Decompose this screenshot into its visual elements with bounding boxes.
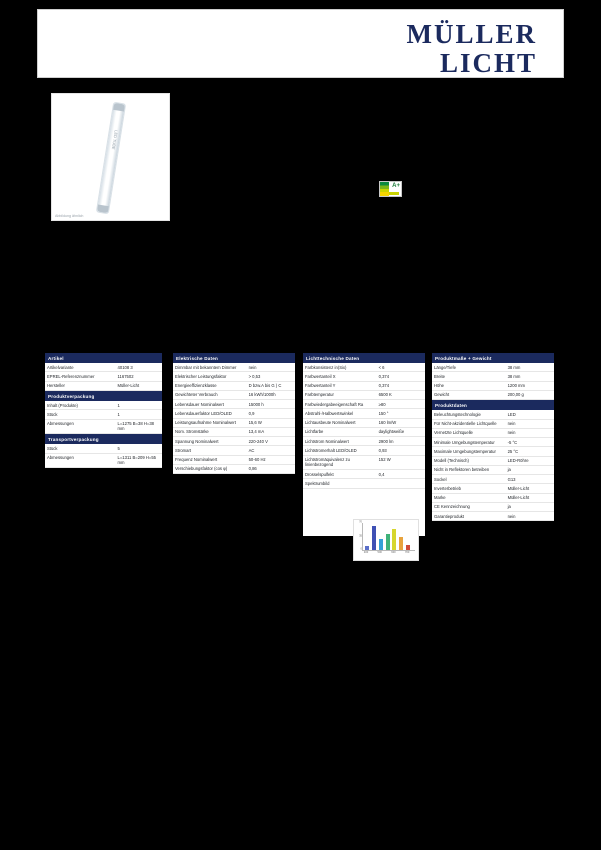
table-row [45, 453, 162, 468]
chart-bar [406, 545, 410, 550]
row-value: daylightweiße [377, 427, 425, 436]
row-value: 220-240 V [247, 437, 295, 446]
table-row [432, 484, 554, 493]
table-row [173, 455, 295, 464]
row-value [377, 479, 425, 488]
section-title-elektrische-daten: Elektrische Daten [173, 353, 295, 363]
brand-line-1: MÜLLER [406, 19, 537, 49]
row-key: Länge/Tiefe [432, 363, 506, 372]
row-value: 1167502 [116, 372, 162, 381]
table-row [303, 363, 425, 372]
row-key: CE Kennzeichnung [432, 502, 506, 511]
row-key: Inhalt (Produkte) [45, 401, 116, 410]
table-row [303, 409, 425, 418]
table-row [432, 428, 554, 437]
table-row [432, 512, 554, 521]
product-image [51, 93, 170, 221]
row-key: Gewicht [432, 390, 506, 399]
row-value: 0,4 [377, 470, 425, 479]
row-key: Modell (Technisch) [432, 456, 506, 465]
table-row [303, 372, 425, 381]
row-key: Frequenz Nominalwert [173, 455, 247, 464]
table-row [173, 409, 295, 418]
table-row [432, 419, 554, 428]
table-lichttechnische-daten [303, 363, 425, 536]
row-value: LED-Röhre [506, 456, 554, 465]
table-row [432, 493, 554, 502]
table-row [303, 446, 425, 455]
tube-label: LED TUBE [110, 129, 119, 150]
chart-x-tick: 400 [363, 551, 369, 554]
row-value: L=1311 B=209 H=55 mm [116, 453, 162, 468]
row-key: Lichtfarbe [303, 427, 377, 436]
table-row [45, 444, 162, 453]
row-value: 152 W [377, 455, 425, 470]
row-key: Abmessungen [45, 453, 116, 468]
energy-class-label: A+ [392, 183, 400, 189]
table-row [303, 418, 425, 427]
row-value: 2900 lm [377, 437, 425, 446]
row-key: Lebensdauerfaktor LED/OLED [173, 409, 247, 418]
row-key: Elektrischer Leistungsfaktor [173, 372, 247, 381]
row-value: ja [506, 465, 554, 474]
table-row [432, 456, 554, 465]
row-key: Breite [432, 372, 506, 381]
table-artikel [45, 363, 162, 391]
table-row [303, 381, 425, 390]
row-value: nein [506, 512, 554, 521]
row-value: 1 [116, 410, 162, 419]
energy-label-icon [379, 181, 402, 197]
row-key: Inverterbetrieb [432, 484, 506, 493]
row-value: 38 mm [506, 363, 554, 372]
table-row [432, 447, 554, 456]
row-key: Farbwiedergabeeigenschaft Ra [303, 400, 377, 409]
chart-y-tick: 0 [360, 547, 362, 551]
row-key: Beleuchtungstechnologie [432, 410, 506, 419]
row-value: nein [506, 428, 554, 437]
chart-bar [386, 534, 390, 550]
row-value: 0,374 [377, 372, 425, 381]
energy-pointer-bar [389, 192, 399, 195]
row-value: Müller-Licht [506, 484, 554, 493]
row-key: Nom. Stromstärke [173, 427, 247, 436]
table-elektrische-daten [173, 363, 295, 474]
table-row [432, 410, 554, 419]
row-key: Vernetzte Lichtquelle [432, 428, 506, 437]
table-transportverpackung [45, 444, 162, 468]
row-key: Dimmbar mit bekanntem Dimmer [173, 363, 247, 372]
row-key: Abstrahl-/Halbwertswinkel [303, 409, 377, 418]
table-row [303, 470, 425, 479]
table-row [45, 381, 162, 390]
table-row [432, 475, 554, 484]
row-value: 13,4 mA [247, 427, 295, 436]
table-row [45, 372, 162, 381]
table-row [432, 465, 554, 474]
chart-x-tick: 500 [377, 551, 382, 554]
row-key: Nicht in Reflektoren betreiben [432, 465, 506, 474]
chart-y-tick: 70 [359, 520, 362, 524]
section-title-lichttechnische-daten: Lichttechnische Daten [303, 353, 425, 363]
row-key: Stück [45, 410, 116, 419]
table-row [432, 372, 554, 381]
row-value: 1200 mm [506, 381, 554, 390]
row-key: Stromart [173, 446, 247, 455]
chart-bar [392, 529, 396, 550]
row-key: Farbtemperatur [303, 390, 377, 399]
row-key: Minimale Umgebungstemperatur [432, 438, 506, 447]
row-key: Farbkonsistenz in(Six) [303, 363, 377, 372]
row-value: 1 [116, 401, 162, 410]
brand-logo [406, 20, 537, 78]
row-value: Müller-Licht [116, 381, 162, 390]
row-key: Leistungsaufnahme Nominalwert [173, 418, 247, 427]
column-lichttechnische-daten [303, 353, 425, 536]
row-key: Sockel [432, 475, 506, 484]
row-key: Abmessungen [45, 419, 116, 434]
column-elektrische-daten [173, 353, 295, 474]
row-value: -5 °C [506, 438, 554, 447]
row-value: 5 [116, 444, 162, 453]
row-key: Farbwertanteil Y [303, 381, 377, 390]
row-key: Höhe [432, 381, 506, 390]
row-value: 160 lm/W [377, 418, 425, 427]
table-row [173, 464, 295, 473]
chart-y-axis [355, 522, 362, 552]
row-key: Lichtstrom Nominalwert [303, 437, 377, 446]
table-row [45, 410, 162, 419]
table-row [303, 400, 425, 409]
row-value: > 0,53 [247, 372, 295, 381]
row-value: 150 ° [377, 409, 425, 418]
section-title-produktdaten: Produktdaten [432, 400, 554, 410]
row-value: ≥80 [377, 400, 425, 409]
row-key: Hersteller [45, 381, 116, 390]
row-key: Drosselspulfekt [303, 470, 377, 479]
table-row [173, 446, 295, 455]
row-value: D bzw.A bis G ) C [247, 381, 295, 390]
row-key: Maximale Umgebungstemperatur [432, 447, 506, 456]
table-produktverpackung [45, 401, 162, 434]
table-row [303, 437, 425, 446]
row-value: L=1275 B=38 H=38 mm [116, 419, 162, 434]
row-key: Artikelvariante [45, 363, 116, 372]
row-value: nein [247, 363, 295, 372]
table-row [432, 390, 554, 399]
row-value: 50-60 Hz [247, 455, 295, 464]
row-key: Energieeffizienzklasse [173, 381, 247, 390]
table-row [432, 363, 554, 372]
tube-cap-bottom [96, 205, 108, 214]
section-title-produktverpackung: Produktverpackung [45, 391, 162, 401]
table-row [303, 427, 425, 436]
row-value: 0,374 [377, 381, 425, 390]
row-key: Spektrumbild [303, 479, 377, 488]
table-row [173, 390, 295, 399]
table-row [303, 390, 425, 399]
row-value: 38 mm [506, 372, 554, 381]
table-row [432, 502, 554, 511]
row-value: 40108 3 [116, 363, 162, 372]
row-key: Gewichteter Verbrauch [173, 390, 247, 399]
column-artikel [45, 353, 162, 468]
table-row [303, 455, 425, 470]
row-key: Lichtausbeute Nominalwert [303, 418, 377, 427]
section-title-transportverpackung: Transportverpackung [45, 434, 162, 444]
row-key: Stück [45, 444, 116, 453]
table-row [173, 381, 295, 390]
chart-x-tick: 700 [404, 551, 410, 554]
row-key: Spannung Nominalwert [173, 437, 247, 446]
chart-bar [372, 526, 376, 550]
led-tube-illustration [95, 102, 125, 215]
tube-cap-top [113, 103, 125, 112]
brand-line-2: LICHT [439, 48, 537, 79]
chart-bar [399, 537, 403, 550]
row-value: AC [247, 446, 295, 455]
spectrum-chart [353, 519, 419, 561]
row-key: Lebensdauer Nominalwert [173, 400, 247, 409]
chart-x-tick: 600 [391, 551, 396, 554]
chart-plot-area [362, 523, 415, 551]
table-row [173, 400, 295, 409]
section-title-produktmasse: Produktmaße + Gewicht [432, 353, 554, 363]
row-key: Farbwertanteil X [303, 372, 377, 381]
table-row [173, 372, 295, 381]
row-value: nein [506, 419, 554, 428]
table-row [173, 427, 295, 436]
row-key: EPREL-Referenznummer [45, 372, 116, 381]
table-row [173, 418, 295, 427]
table-row [173, 363, 295, 372]
section-title-artikel: Artikel [45, 353, 162, 363]
row-value: 0,86 [247, 464, 295, 473]
table-row [432, 438, 554, 447]
table-row [45, 419, 162, 434]
table-produktmasse [432, 363, 554, 400]
row-value: 0,93 [377, 446, 425, 455]
row-key: Verschiebungsfaktor (cos φ) [173, 464, 247, 473]
row-value: LED [506, 410, 554, 419]
chart-bar [365, 546, 369, 550]
chart-x-axis [362, 551, 415, 558]
row-key: Lichtstromerhalt LED/OLED [303, 446, 377, 455]
row-value: 16 kWh/1000h [247, 390, 295, 399]
image-caption: Abbildung ähnlich [55, 214, 84, 218]
table-row [303, 479, 425, 488]
table-produktdaten [432, 410, 554, 521]
row-key: Marke [432, 493, 506, 502]
row-value: 15000 h [247, 400, 295, 409]
row-value: 0,9 [247, 409, 295, 418]
row-key: Für Nicht-akzidentielle Lichtquelle [432, 419, 506, 428]
energy-scale-strip [380, 182, 389, 196]
row-value: G13 [506, 475, 554, 484]
table-row [173, 437, 295, 446]
chart-bar [379, 539, 383, 550]
row-value: ja [506, 502, 554, 511]
chart-y-tick: 35 [359, 534, 362, 537]
table-row [45, 401, 162, 410]
row-value: 200,00 g [506, 390, 554, 399]
row-key: Garantieprodukt [432, 512, 506, 521]
row-key: Lichtstromäquivalenz zu linienbezogend [303, 455, 377, 470]
table-row [45, 363, 162, 372]
row-value: < 6 [377, 363, 425, 372]
row-value: 6500 K [377, 390, 425, 399]
page-header [37, 9, 564, 78]
row-value: Müller-Licht [506, 493, 554, 502]
column-produktmasse [432, 353, 554, 521]
table-row [432, 381, 554, 390]
row-value: 15,6 W [247, 418, 295, 427]
row-value: 25 °C [506, 447, 554, 456]
